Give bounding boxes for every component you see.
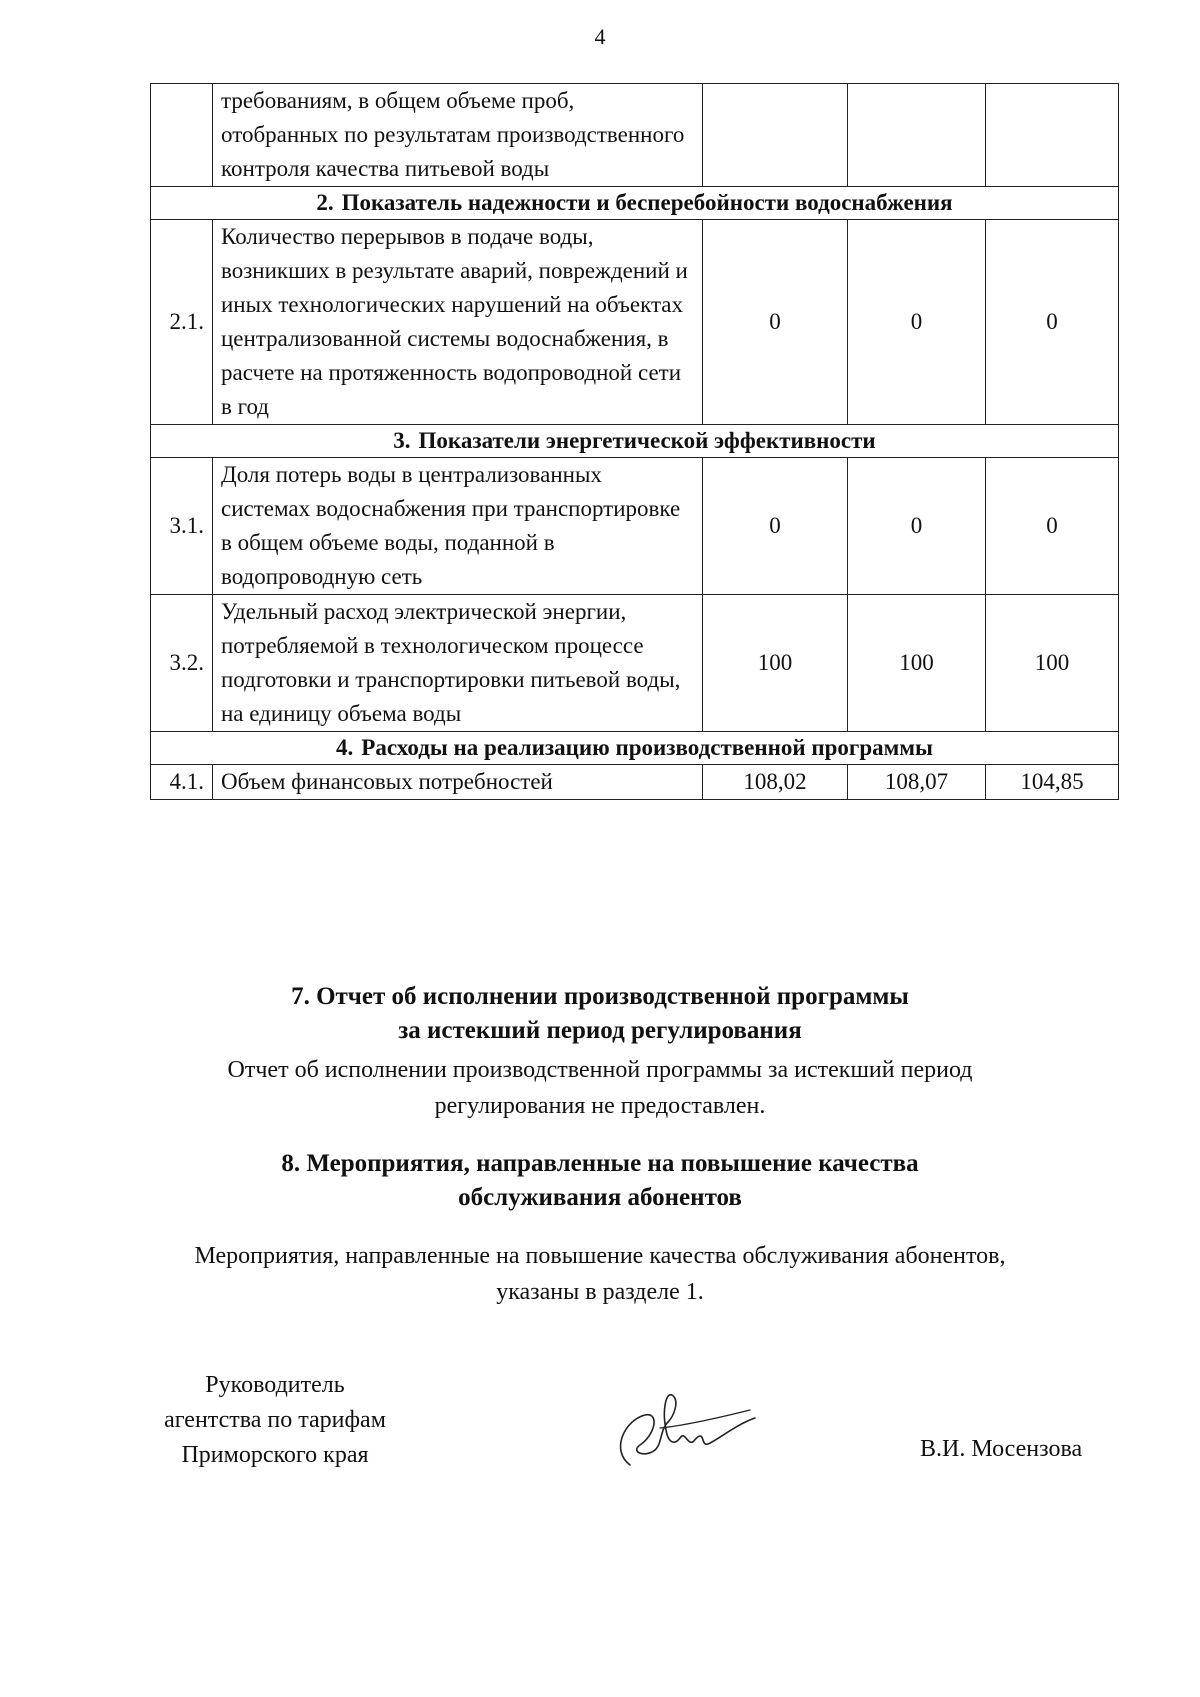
handwritten-signature: [600, 1380, 760, 1480]
value-cell-3: 104,85: [986, 765, 1119, 800]
value-cell-3: 0: [986, 458, 1119, 595]
row-number: 3.2.: [151, 595, 213, 732]
section-index: 2.: [316, 190, 334, 215]
indicator-name: требованиям, в общем объеме проб, отобранных по результатам производственного контроля качества питьевой воды: [213, 84, 703, 187]
heading-line: за истекший период регулирования: [398, 1017, 802, 1044]
heading-line: 7. Отчет об исполнении производственной программы: [291, 983, 909, 1010]
section-header-4: [151, 732, 1119, 765]
role-line: Руководитель: [205, 1372, 345, 1398]
table-row-3-2: [151, 595, 1119, 732]
indicator-name: Доля потерь воды в централизованных системах водоснабжения при транспортировке в общем объеме воды, поданной в водопроводную сеть: [213, 458, 703, 595]
role-line: агентства по тарифам: [164, 1407, 386, 1433]
section-title: Расходы на реализацию производственной программы: [361, 735, 933, 760]
section-header-row: [151, 187, 1119, 220]
value-cell-1: 100: [703, 595, 848, 732]
role-line: Приморского края: [181, 1442, 369, 1468]
section-8-heading: [0, 1147, 1200, 1215]
value-cell-2: 108,07: [848, 765, 986, 800]
signer-name: В.И. Мосензова: [920, 1436, 1083, 1462]
heading-line: 8. Мероприятия, направленные на повышение качества: [281, 1150, 919, 1177]
section-title: Показатели энергетической эффективности: [418, 428, 876, 453]
table-row-3-1: [151, 458, 1119, 595]
value-cell-3: 0: [986, 220, 1119, 425]
row-number: 3.1.: [151, 458, 213, 595]
row-number: [151, 84, 213, 187]
section-8-text: [0, 1238, 1200, 1310]
section-title: Показатель надежности и бесперебойности водоснабжения: [341, 190, 953, 215]
heading-line: обслуживания абонентов: [458, 1184, 742, 1211]
page-number: 4: [594, 24, 606, 49]
text-line: Мероприятия, направленные на повышение качества обслуживания абонентов,: [194, 1243, 1006, 1269]
indicators-table: [150, 83, 1119, 800]
section-index: 4.: [336, 735, 354, 760]
indicator-name: Удельный расход электрической энергии, потребляемой в технологическом процессе подготовки и транспортировки питьевой воды, на единицу объема воды: [213, 595, 703, 732]
section-header-3: [151, 425, 1119, 458]
section-header-row: [151, 732, 1119, 765]
section-header-2: [151, 187, 1119, 220]
value-cell-1: 0: [703, 458, 848, 595]
section-header-row: [151, 425, 1119, 458]
row-number: 2.1.: [151, 220, 213, 425]
indicator-name: Объем финансовых потребностей: [213, 765, 703, 800]
value-cell-2: 0: [848, 458, 986, 595]
value-cell-2: [848, 84, 986, 187]
value-cell-1: 108,02: [703, 765, 848, 800]
indicator-name: Количество перерывов в подаче воды, возникших в результате аварий, повреждений и иных технологических нарушений на объектах централизованной системы водоснабжения, в расчете на протяженность водопроводной сети в год: [213, 220, 703, 425]
table-row-4-1: [151, 765, 1119, 800]
signer-role: [140, 1368, 410, 1473]
value-cell-3: 100: [986, 595, 1119, 732]
section-7-text: [0, 1052, 1200, 1124]
value-cell-3: [986, 84, 1119, 187]
table-row-2-1: [151, 220, 1119, 425]
value-cell-1: [703, 84, 848, 187]
value-cell-2: 0: [848, 220, 986, 425]
text-line: регулирования не предоставлен.: [434, 1093, 766, 1119]
table-row-continuation: [151, 84, 1119, 187]
section-7-heading: [0, 980, 1200, 1048]
section-index: 3.: [393, 428, 411, 453]
value-cell-2: 100: [848, 595, 986, 732]
value-cell-1: 0: [703, 220, 848, 425]
row-number: 4.1.: [151, 765, 213, 800]
text-line: указаны в разделе 1.: [496, 1279, 704, 1305]
text-line: Отчет об исполнении производственной программы за истекший период: [227, 1057, 973, 1083]
